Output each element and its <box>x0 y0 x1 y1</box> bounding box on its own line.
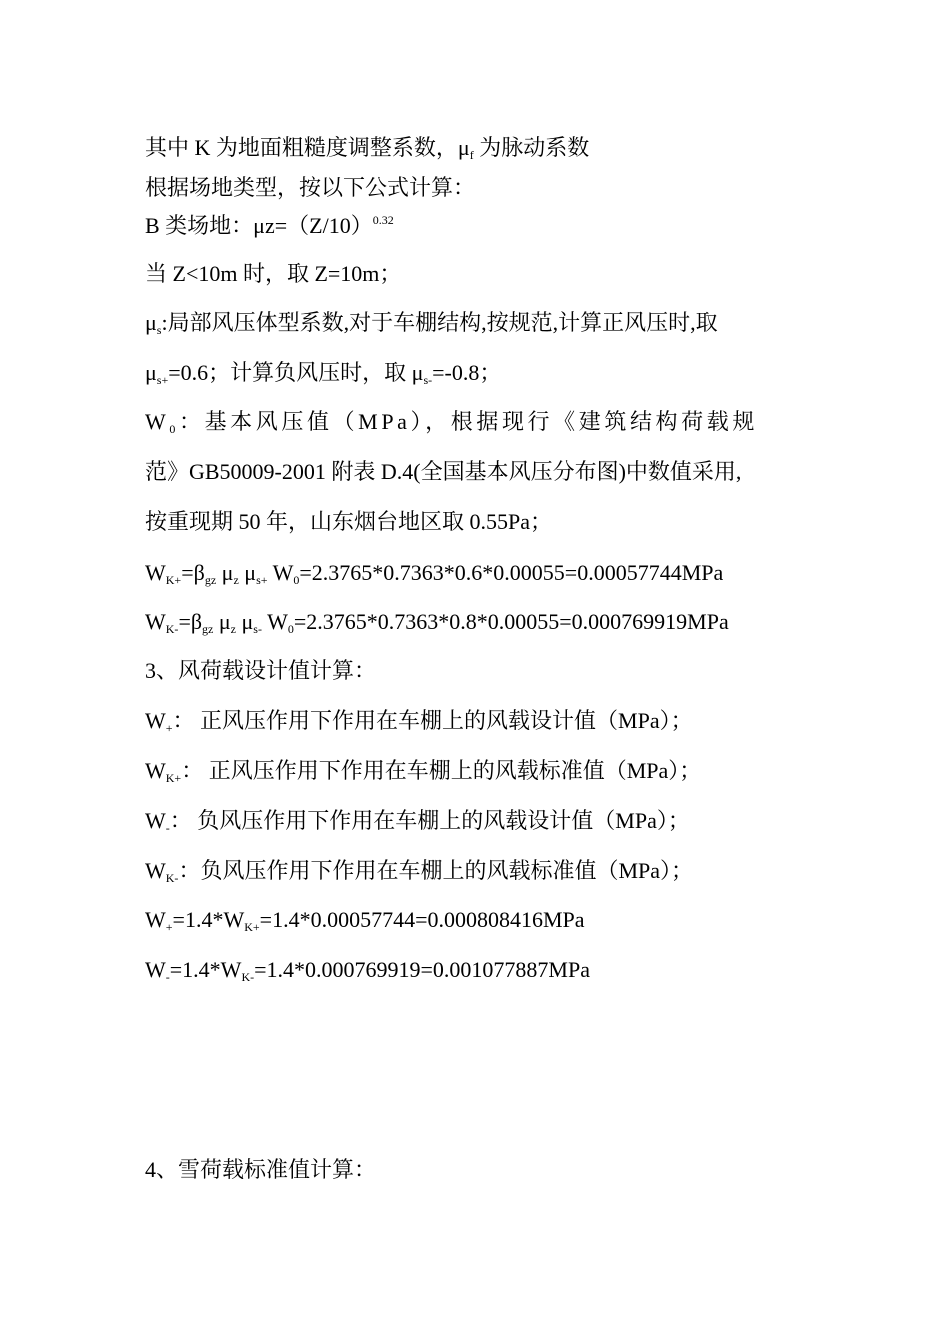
section-heading-wind-design: 3、风荷载设计值计算： <box>145 658 377 683</box>
text-line-coefficient-definition: 其中 K 为地面粗糙度调整系数，$\mu_f$ 为脉动系数 <box>145 135 590 162</box>
text-line-wk-plus-definition: $W_{K+}$： 正风压作用下作用在车棚上的风载标准值（MPa）； <box>145 758 702 785</box>
text-line-z-condition: 当 Z<10m 时，取 Z=10m； <box>145 261 402 286</box>
section-heading-snow-load: 4、雪荷载标准值计算： <box>145 1157 377 1182</box>
text-line-mus-definition: $\mu_s$:局部风压体型系数,对于车棚结构,按规范,计算正风压时,取 <box>145 310 718 337</box>
text-line-w-minus-definition: $W_-$： 负风压作用下作用在车棚上的风载设计值（MPa）； <box>145 808 690 835</box>
text-line-b-site-formula: B 类场地：$\mu z=(Z/10)^{0.32}$ <box>145 213 394 238</box>
text-line-code-reference: 范》GB50009-2001 附表 D.4(全国基本风压分布图)中数值采用, <box>145 459 742 484</box>
text-line-return-period: 按重现期 50 年，山东烟台地区取 0.55Pa； <box>145 509 553 534</box>
text-line-w-plus-definition: $W_+$： 正风压作用下作用在车棚上的风载设计值（MPa）； <box>145 708 693 735</box>
text-line-site-type: 根据场地类型，按以下公式计算： <box>145 175 476 200</box>
formula-w-negative: $W_-=1.4*W_{K-}=1.4*0.000769919=0.001077887MPa$ <box>145 957 590 984</box>
text-line-mus-values: $\mu_{s+}=0.6$；计算负风压时，取 $\mu_{s-}=-0.8$； <box>145 360 502 387</box>
formula-wk-positive: $W_{K+}=\beta_{gz}$ $\mu_z$ $\mu_{s+}$ $W_0=2.3765*0.7363*0.6*0.00055=0.00057744MPa$ <box>145 560 724 587</box>
formula-wk-negative: $W_{K-}=\beta_{gz}$ $\mu_z$ $\mu_{s-}$ $W_0=2.3765*0.7363*0.8*0.00055=0.000769919MPa$ <box>145 609 729 636</box>
text-line-wk-minus-definition: $W_{K-}$：负风压作用下作用在车棚上的风载标准值（MPa）； <box>145 858 694 885</box>
text-line-w0-definition: $W_0$：基本风压值（MPa），根据现行《建筑结构荷载规 <box>145 409 758 436</box>
formula-w-positive: $W_+=1.4*W_{K+}=1.4*0.00057744=0.000808416MPa$ <box>145 907 585 934</box>
